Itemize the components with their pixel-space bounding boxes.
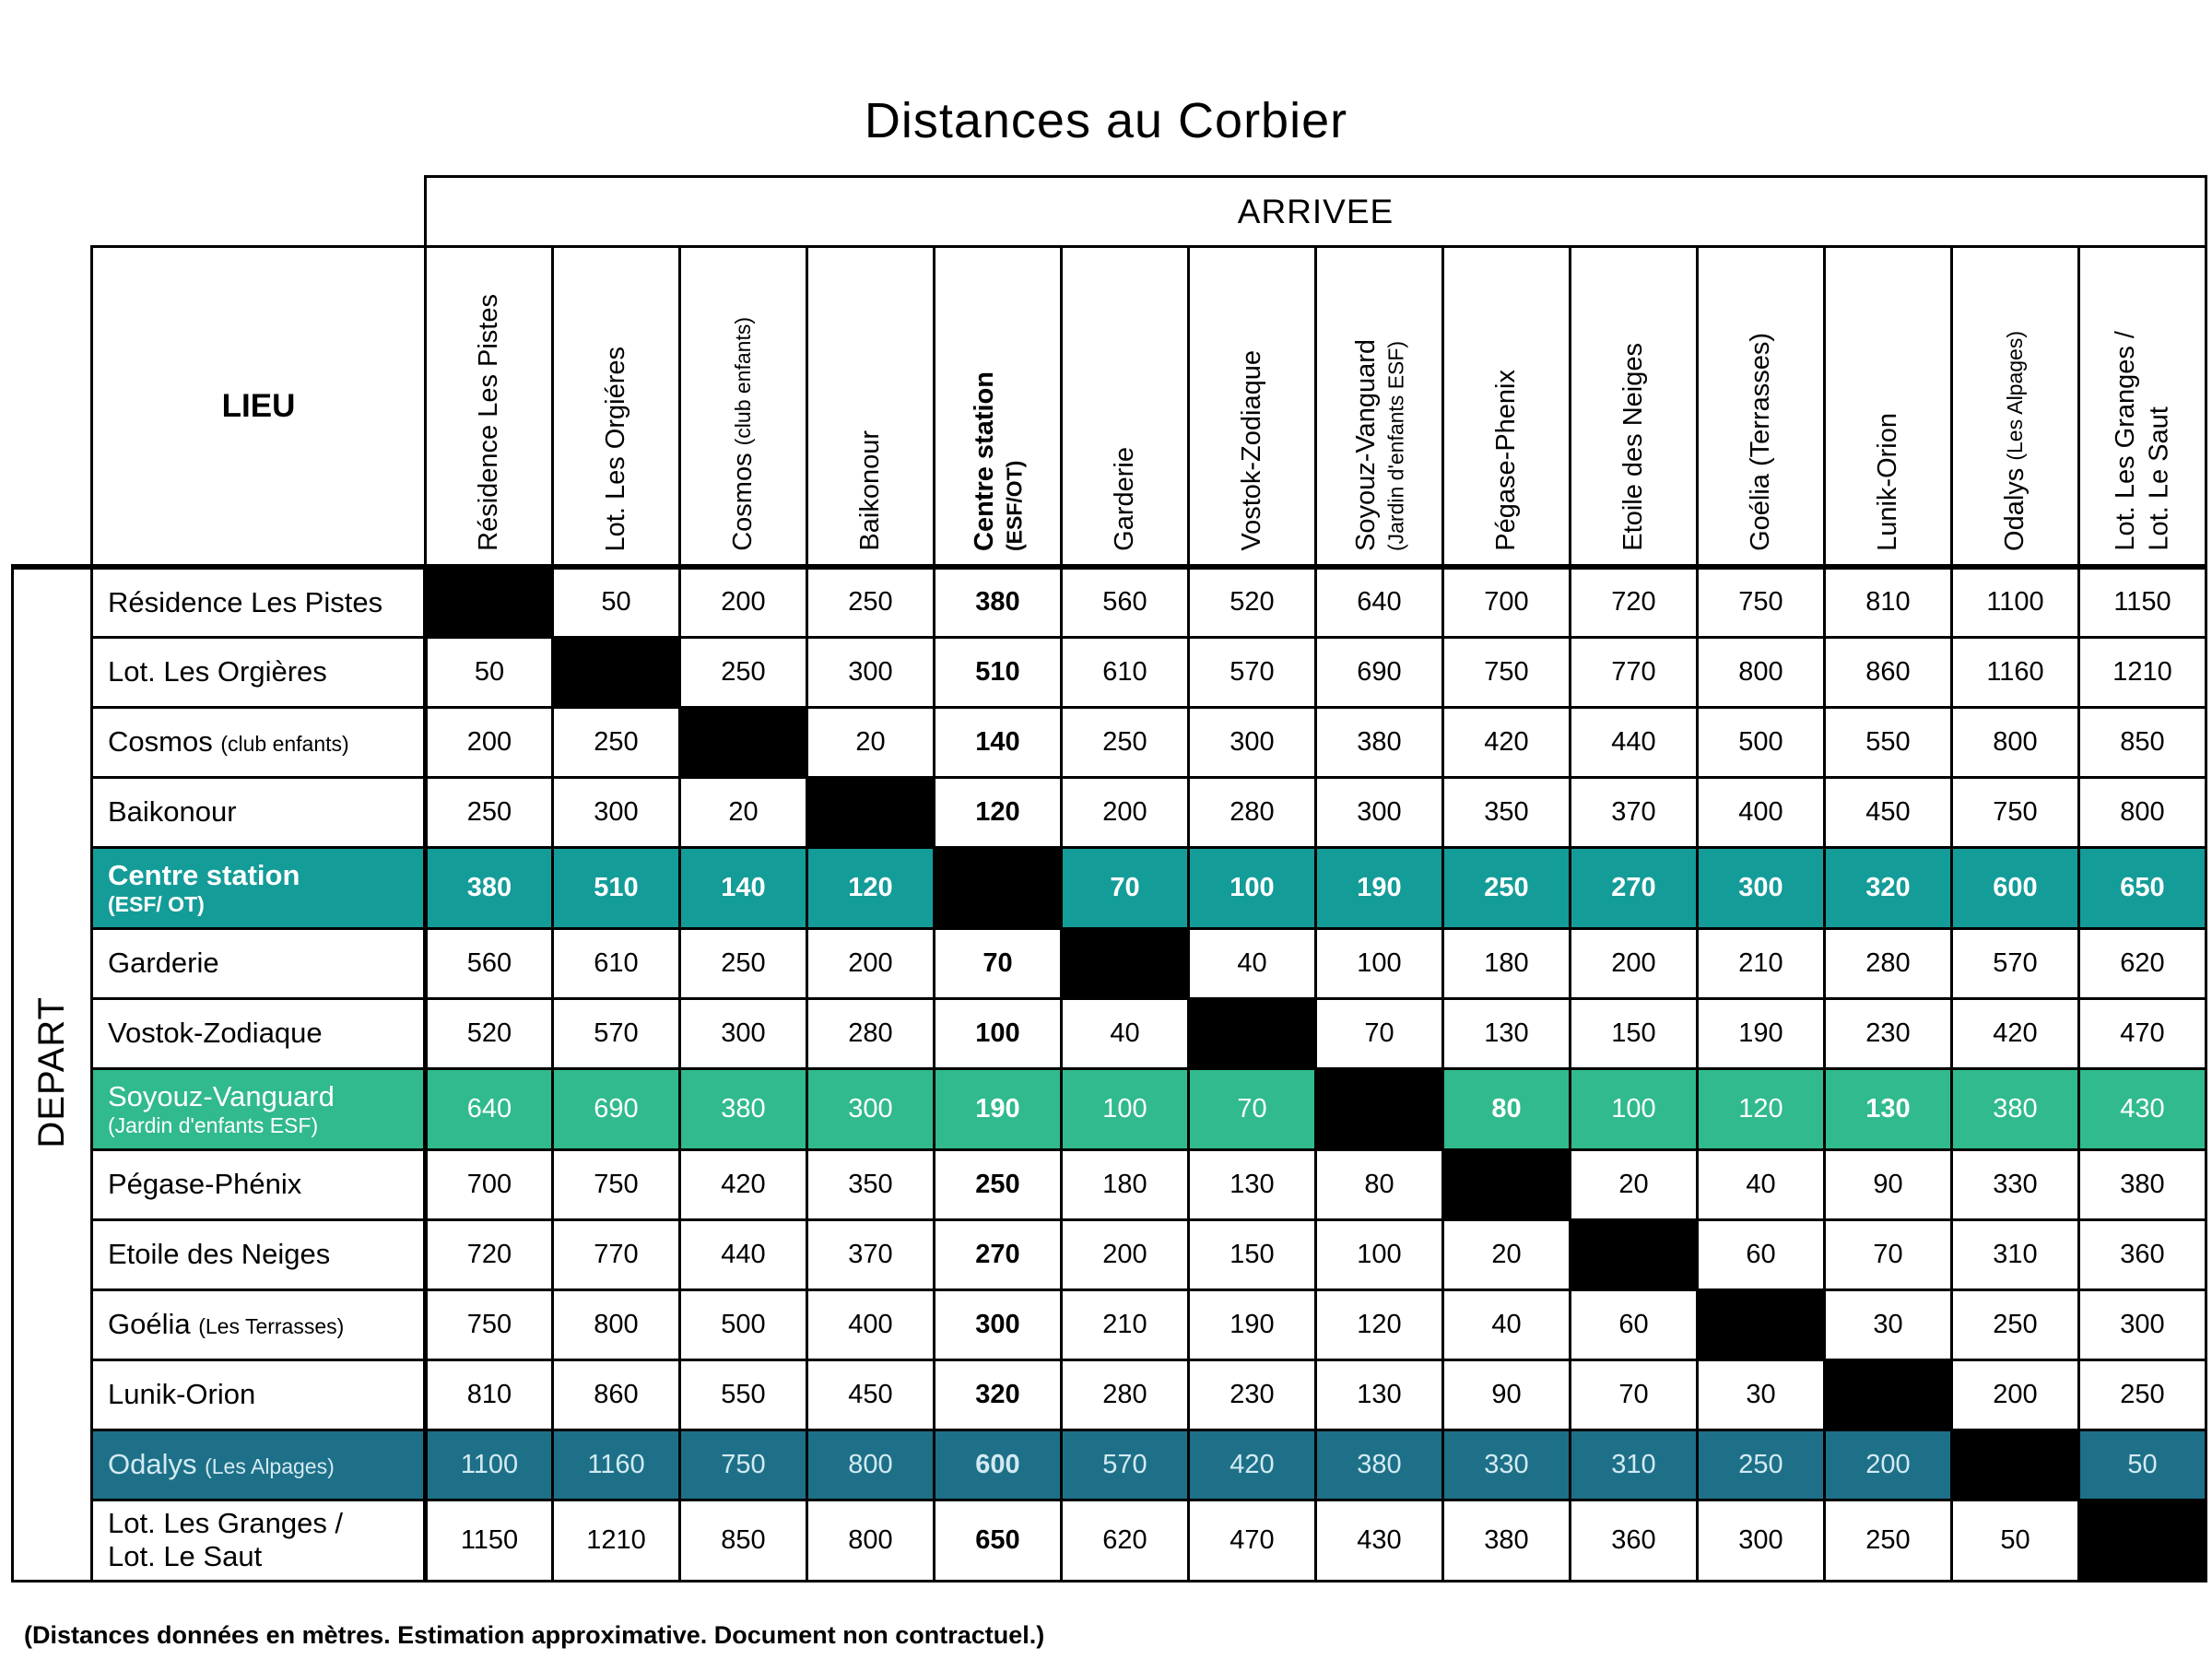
distance-cell: 420 — [1952, 998, 2079, 1068]
distance-cell: 100 — [1189, 847, 1316, 928]
distance-cell: 1160 — [553, 1430, 680, 1500]
row-label: Vostok-Zodiaque — [108, 1017, 323, 1050]
table-row-8 — [13, 1149, 2206, 1219]
distance-cell: 420 — [1189, 1430, 1316, 1500]
distance-cell: 430 — [2079, 1068, 2206, 1149]
distance-cell: 560 — [1062, 567, 1189, 637]
distance-cell: 250 — [935, 1149, 1062, 1219]
distance-cell: 800 — [807, 1430, 935, 1500]
distance-cell: 30 — [1825, 1289, 1952, 1359]
diagonal-cell — [426, 567, 553, 637]
distance-cell: 280 — [1189, 777, 1316, 847]
distance-cell: 750 — [553, 1149, 680, 1219]
distance-cell: 70 — [1189, 1068, 1316, 1149]
diagonal-cell — [1571, 1219, 1698, 1289]
distance-cell: 230 — [1825, 998, 1952, 1068]
distance-cell: 200 — [1571, 928, 1698, 998]
column-header-1 — [553, 247, 680, 568]
distance-cell: 720 — [426, 1219, 553, 1289]
diagonal-cell — [1698, 1289, 1825, 1359]
distance-cell: 300 — [1189, 707, 1316, 777]
column-header-7 — [1316, 247, 1443, 568]
distance-cell: 40 — [1189, 928, 1316, 998]
distance-cell: 440 — [1571, 707, 1698, 777]
distance-cell: 470 — [2079, 998, 2206, 1068]
distance-cell: 420 — [680, 1149, 807, 1219]
column-label: Lot. Les Orgiéres — [601, 346, 631, 551]
distance-cell: 70 — [1316, 998, 1443, 1068]
row-header-2 — [92, 707, 426, 777]
distance-cell: 200 — [426, 707, 553, 777]
diagonal-cell — [1316, 1068, 1443, 1149]
distance-cell: 380 — [1316, 1430, 1443, 1500]
distance-cell: 420 — [1443, 707, 1571, 777]
distance-cell: 210 — [1062, 1289, 1189, 1359]
distance-cell: 300 — [1698, 847, 1825, 928]
row-label: Odalys — [108, 1448, 197, 1481]
distance-cell: 620 — [1062, 1500, 1189, 1581]
column-label: Etoile des Neiges — [1618, 343, 1649, 551]
lieu-left-spacer — [13, 247, 92, 568]
distance-cell: 570 — [1952, 928, 2079, 998]
distance-cell: 300 — [807, 1068, 935, 1149]
row-label: Pégase-Phénix — [108, 1168, 302, 1201]
row-label: Soyouz-Vanguard — [108, 1079, 335, 1112]
diagonal-cell — [553, 637, 680, 707]
row-header-0 — [92, 567, 426, 637]
distance-cell: 370 — [1571, 777, 1698, 847]
diagonal-cell — [935, 847, 1062, 928]
distance-cell: 600 — [1952, 847, 2079, 928]
row-header-10 — [92, 1289, 426, 1359]
table-row-7 — [13, 1068, 2206, 1149]
distance-cell: 50 — [553, 567, 680, 637]
distance-cell: 1210 — [553, 1500, 680, 1581]
distance-cell: 860 — [553, 1359, 680, 1430]
distance-cell: 70 — [1825, 1219, 1952, 1289]
distance-cell: 720 — [1571, 567, 1698, 637]
diagonal-cell — [1952, 1430, 2079, 1500]
table-row-2 — [13, 707, 2206, 777]
row-header-12 — [92, 1430, 426, 1500]
table-row-3 — [13, 777, 2206, 847]
column-header-8 — [1443, 247, 1571, 568]
column-header-6 — [1189, 247, 1316, 568]
distance-cell: 570 — [553, 998, 680, 1068]
distance-cell: 60 — [1698, 1219, 1825, 1289]
distance-cell: 180 — [1062, 1149, 1189, 1219]
row-label: Lunik-Orion — [108, 1378, 256, 1411]
distance-cell: 1160 — [1952, 637, 2079, 707]
distance-cell: 20 — [1571, 1149, 1698, 1219]
distance-cell: 380 — [1443, 1500, 1571, 1581]
distance-cell: 100 — [1571, 1068, 1698, 1149]
column-label: Lunik-Orion — [1873, 413, 1903, 551]
distance-cell: 200 — [680, 567, 807, 637]
distance-cell: 810 — [426, 1359, 553, 1430]
corner-spacer — [13, 177, 426, 247]
row-header-3 — [92, 777, 426, 847]
distance-cell: 280 — [1825, 928, 1952, 998]
distance-cell: 470 — [1189, 1500, 1316, 1581]
row-header-4 — [92, 847, 426, 928]
distance-cell: 690 — [553, 1068, 680, 1149]
row-label-line2: (Jardin d'enfants ESF) — [108, 1112, 319, 1137]
distance-cell: 310 — [1952, 1219, 2079, 1289]
distance-cell: 550 — [1825, 707, 1952, 777]
distance-cell: 250 — [1698, 1430, 1825, 1500]
footer-note: (Distances données en mètres. Estimation approximative. Document non contractuel.) — [24, 1620, 1045, 1649]
distance-cell: 600 — [935, 1430, 1062, 1500]
distance-cell: 750 — [1952, 777, 2079, 847]
distance-cell: 200 — [1825, 1430, 1952, 1500]
arrivee-banner-row — [13, 177, 2206, 247]
column-label-line2: (ESF/OT) — [1002, 460, 1027, 551]
distance-cell: 120 — [1698, 1068, 1825, 1149]
distance-cell: 200 — [1952, 1359, 2079, 1430]
distance-cell: 270 — [1571, 847, 1698, 928]
row-label-line2: Lot. Le Saut — [108, 1540, 263, 1572]
table-row-4 — [13, 847, 2206, 928]
distance-cell: 510 — [553, 847, 680, 928]
row-label-line2: (ESF/ OT) — [108, 891, 205, 916]
row-label: Baikonour — [108, 795, 237, 829]
column-label: Vostok-Zodiaque — [1237, 350, 1267, 551]
distance-cell: 140 — [935, 707, 1062, 777]
distance-cell: 250 — [680, 928, 807, 998]
distance-cell: 150 — [1571, 998, 1698, 1068]
distance-cell: 80 — [1316, 1149, 1443, 1219]
distance-cell: 320 — [935, 1359, 1062, 1430]
distance-cell: 620 — [2079, 928, 2206, 998]
row-label: Garderie — [108, 947, 219, 980]
table-row-0 — [13, 567, 2206, 637]
distance-cell: 50 — [2079, 1430, 2206, 1500]
column-label: Garderie — [1110, 447, 1140, 551]
distance-cell: 120 — [1316, 1289, 1443, 1359]
distance-cell: 300 — [553, 777, 680, 847]
distance-cell: 520 — [426, 998, 553, 1068]
distance-cell: 640 — [426, 1068, 553, 1149]
distance-cell: 300 — [680, 998, 807, 1068]
distance-cell: 70 — [1571, 1359, 1698, 1430]
row-header-6 — [92, 998, 426, 1068]
row-label: Centre station — [108, 858, 300, 891]
column-header-4 — [935, 247, 1062, 568]
column-header-2 — [680, 247, 807, 568]
page-title: Distances au Corbier — [864, 93, 1348, 148]
column-header-5 — [1062, 247, 1189, 568]
distance-cell: 100 — [1316, 928, 1443, 998]
diagonal-cell — [1062, 928, 1189, 998]
distance-cell: 350 — [807, 1149, 935, 1219]
distance-cell: 30 — [1698, 1359, 1825, 1430]
distance-cell: 800 — [1952, 707, 2079, 777]
distance-cell: 690 — [1316, 637, 1443, 707]
lieu-header: LIEU — [92, 247, 426, 568]
distance-cell: 610 — [1062, 637, 1189, 707]
distance-cell: 190 — [1698, 998, 1825, 1068]
distance-cell: 750 — [1443, 637, 1571, 707]
row-header-8 — [92, 1149, 426, 1219]
table-row-1 — [13, 637, 2206, 707]
column-header-3 — [807, 247, 935, 568]
distance-cell: 650 — [2079, 847, 2206, 928]
distance-cell: 1210 — [2079, 637, 2206, 707]
row-header-11 — [92, 1359, 426, 1430]
distance-cell: 800 — [553, 1289, 680, 1359]
diagonal-cell — [807, 777, 935, 847]
column-header-9 — [1571, 247, 1698, 568]
distance-cell: 140 — [680, 847, 807, 928]
distance-cell: 1150 — [426, 1500, 553, 1581]
distance-cell: 360 — [1571, 1500, 1698, 1581]
diagonal-cell — [680, 707, 807, 777]
table-row-9 — [13, 1219, 2206, 1289]
distance-cell: 400 — [1698, 777, 1825, 847]
distance-cell: 120 — [935, 777, 1062, 847]
distance-cell: 810 — [1825, 567, 1952, 637]
distance-cell: 300 — [2079, 1289, 2206, 1359]
distance-cell: 850 — [2079, 707, 2206, 777]
column-label: Baikonour — [855, 430, 886, 551]
distance-cell: 330 — [1952, 1149, 2079, 1219]
distance-cell: 250 — [426, 777, 553, 847]
distance-cell: 200 — [1062, 1219, 1189, 1289]
distance-cell: 700 — [426, 1149, 553, 1219]
row-header-1 — [92, 637, 426, 707]
row-label: Cosmos — [108, 725, 213, 759]
distance-cell: 320 — [1825, 847, 1952, 928]
distance-cell: 1100 — [426, 1430, 553, 1500]
table-row-13 — [13, 1500, 2206, 1581]
column-label: Cosmos — [728, 453, 759, 551]
distance-cell: 100 — [1062, 1068, 1189, 1149]
depart-header — [13, 567, 92, 1581]
distance-cell: 100 — [935, 998, 1062, 1068]
distance-cell: 350 — [1443, 777, 1571, 847]
distance-cell: 100 — [1316, 1219, 1443, 1289]
distance-cell: 380 — [1952, 1068, 2079, 1149]
distance-cell: 190 — [1189, 1289, 1316, 1359]
distance-cell: 380 — [426, 847, 553, 928]
distance-cell: 120 — [807, 847, 935, 928]
column-header-13 — [2079, 247, 2206, 568]
column-header-12 — [1952, 247, 2079, 568]
distance-cell: 40 — [1443, 1289, 1571, 1359]
row-label: Goélia — [108, 1308, 191, 1341]
distance-cell: 360 — [2079, 1219, 2206, 1289]
distance-cell: 750 — [1698, 567, 1825, 637]
row-header-9 — [92, 1219, 426, 1289]
distance-cell: 40 — [1698, 1149, 1825, 1219]
distance-cell: 270 — [935, 1219, 1062, 1289]
distance-cell: 750 — [680, 1430, 807, 1500]
distance-cell: 440 — [680, 1219, 807, 1289]
distance-cell: 380 — [1316, 707, 1443, 777]
distance-cell: 250 — [1062, 707, 1189, 777]
column-label: Pégase-Phenix — [1491, 370, 1522, 551]
distance-cell: 430 — [1316, 1500, 1443, 1581]
distance-cell: 400 — [807, 1289, 935, 1359]
distance-cell: 250 — [680, 637, 807, 707]
column-label-line2: Lot. Le Saut — [2144, 406, 2174, 551]
distance-cell: 60 — [1571, 1289, 1698, 1359]
distance-cell: 50 — [1952, 1500, 2079, 1581]
distance-cell: 200 — [807, 928, 935, 998]
row-label-small: (Les Alpages) — [205, 1454, 335, 1479]
distance-cell: 80 — [1443, 1068, 1571, 1149]
distance-cell: 150 — [1189, 1219, 1316, 1289]
distance-cell: 40 — [1062, 998, 1189, 1068]
row-label-small: (club enfants) — [220, 732, 349, 757]
distance-cell: 1150 — [2079, 567, 2206, 637]
column-label-line2: (Jardin d'enfants ESF) — [1383, 340, 1408, 551]
distance-cell: 300 — [935, 1289, 1062, 1359]
distance-cell: 20 — [1443, 1219, 1571, 1289]
distance-cell: 1100 — [1952, 567, 2079, 637]
table-row-11 — [13, 1359, 2206, 1430]
distance-cell: 280 — [1062, 1359, 1189, 1430]
distance-cell: 300 — [1698, 1500, 1825, 1581]
distance-cell: 500 — [680, 1289, 807, 1359]
depart-label: DEPART — [31, 995, 72, 1148]
diagonal-cell — [1443, 1149, 1571, 1219]
distance-cell: 310 — [1571, 1430, 1698, 1500]
column-label: Goélia (Terrasses) — [1746, 333, 1776, 551]
distance-cell: 250 — [1952, 1289, 2079, 1359]
distance-cell: 250 — [1443, 847, 1571, 928]
distance-cell: 330 — [1443, 1430, 1571, 1500]
distance-cell: 90 — [1443, 1359, 1571, 1430]
column-label: Odalys — [2000, 467, 2030, 551]
row-header-5 — [92, 928, 426, 998]
column-label: Centre station — [970, 371, 999, 551]
table-row-6 — [13, 998, 2206, 1068]
column-header-0 — [426, 247, 553, 568]
table-row-10 — [13, 1289, 2206, 1359]
distance-cell: 520 — [1189, 567, 1316, 637]
distance-cell: 130 — [1189, 1149, 1316, 1219]
column-label: Soyouz-Vanguard — [1351, 338, 1381, 551]
distance-cell: 50 — [426, 637, 553, 707]
distance-cell: 380 — [935, 567, 1062, 637]
distance-cell: 210 — [1698, 928, 1825, 998]
diagonal-cell — [1189, 998, 1316, 1068]
distance-cell: 250 — [1825, 1500, 1952, 1581]
distance-cell: 280 — [807, 998, 935, 1068]
distance-cell: 250 — [553, 707, 680, 777]
distance-cell: 90 — [1825, 1149, 1952, 1219]
distance-cell: 500 — [1698, 707, 1825, 777]
distance-cell: 250 — [807, 567, 935, 637]
distance-cell: 550 — [680, 1359, 807, 1430]
distance-cell: 20 — [680, 777, 807, 847]
distance-cell: 570 — [1062, 1430, 1189, 1500]
distance-cell: 860 — [1825, 637, 1952, 707]
column-label: Résidence Les Pistes — [474, 294, 504, 551]
distance-cell: 180 — [1443, 928, 1571, 998]
distance-cell: 570 — [1189, 637, 1316, 707]
row-header-13 — [92, 1500, 426, 1581]
distance-cell: 800 — [2079, 777, 2206, 847]
distance-cell: 380 — [680, 1068, 807, 1149]
column-header-row — [13, 247, 2206, 568]
distance-cell: 750 — [426, 1289, 553, 1359]
distance-cell: 450 — [807, 1359, 935, 1430]
distance-cell: 770 — [1571, 637, 1698, 707]
distance-cell: 130 — [1316, 1359, 1443, 1430]
distance-cell: 850 — [680, 1500, 807, 1581]
distance-cell: 300 — [1316, 777, 1443, 847]
diagonal-cell — [1825, 1359, 1952, 1430]
row-label: Lot. Les Granges / — [108, 1507, 344, 1540]
distance-table — [11, 175, 2207, 1583]
column-label: Lot. Les Granges / — [2111, 331, 2141, 551]
row-label: Etoile des Neiges — [108, 1238, 331, 1271]
distance-cell: 370 — [807, 1219, 935, 1289]
distance-cell: 70 — [1062, 847, 1189, 928]
column-label-small: (club enfants) — [731, 317, 756, 446]
distance-cell: 20 — [807, 707, 935, 777]
table-row-5 — [13, 928, 2206, 998]
distance-cell: 250 — [2079, 1359, 2206, 1430]
arrivee-header: ARRIVEE — [426, 177, 2206, 247]
distance-cell: 770 — [553, 1219, 680, 1289]
table-row-12 — [13, 1430, 2206, 1500]
distance-cell: 190 — [1316, 847, 1443, 928]
distance-cell: 450 — [1825, 777, 1952, 847]
distance-cell: 510 — [935, 637, 1062, 707]
row-label: Résidence Les Pistes — [108, 585, 383, 618]
column-label-small: (Les Alpages) — [2003, 331, 2028, 461]
distance-cell: 200 — [1062, 777, 1189, 847]
distance-cell: 130 — [1443, 998, 1571, 1068]
distance-cell: 640 — [1316, 567, 1443, 637]
diagonal-cell — [2079, 1500, 2206, 1581]
distance-cell: 70 — [935, 928, 1062, 998]
distance-cell: 130 — [1825, 1068, 1952, 1149]
row-label-small: (Les Terrasses) — [198, 1314, 345, 1339]
distance-cell: 300 — [807, 637, 935, 707]
distance-cell: 610 — [553, 928, 680, 998]
distance-cell: 650 — [935, 1500, 1062, 1581]
distance-cell: 230 — [1189, 1359, 1316, 1430]
row-label: Lot. Les Orgières — [108, 655, 327, 688]
distance-cell: 800 — [1698, 637, 1825, 707]
distance-cell: 560 — [426, 928, 553, 998]
distance-cell: 380 — [2079, 1149, 2206, 1219]
row-header-7 — [92, 1068, 426, 1149]
distance-cell: 190 — [935, 1068, 1062, 1149]
distance-cell: 800 — [807, 1500, 935, 1581]
column-header-10 — [1698, 247, 1825, 568]
distance-cell: 700 — [1443, 567, 1571, 637]
column-header-11 — [1825, 247, 1952, 568]
